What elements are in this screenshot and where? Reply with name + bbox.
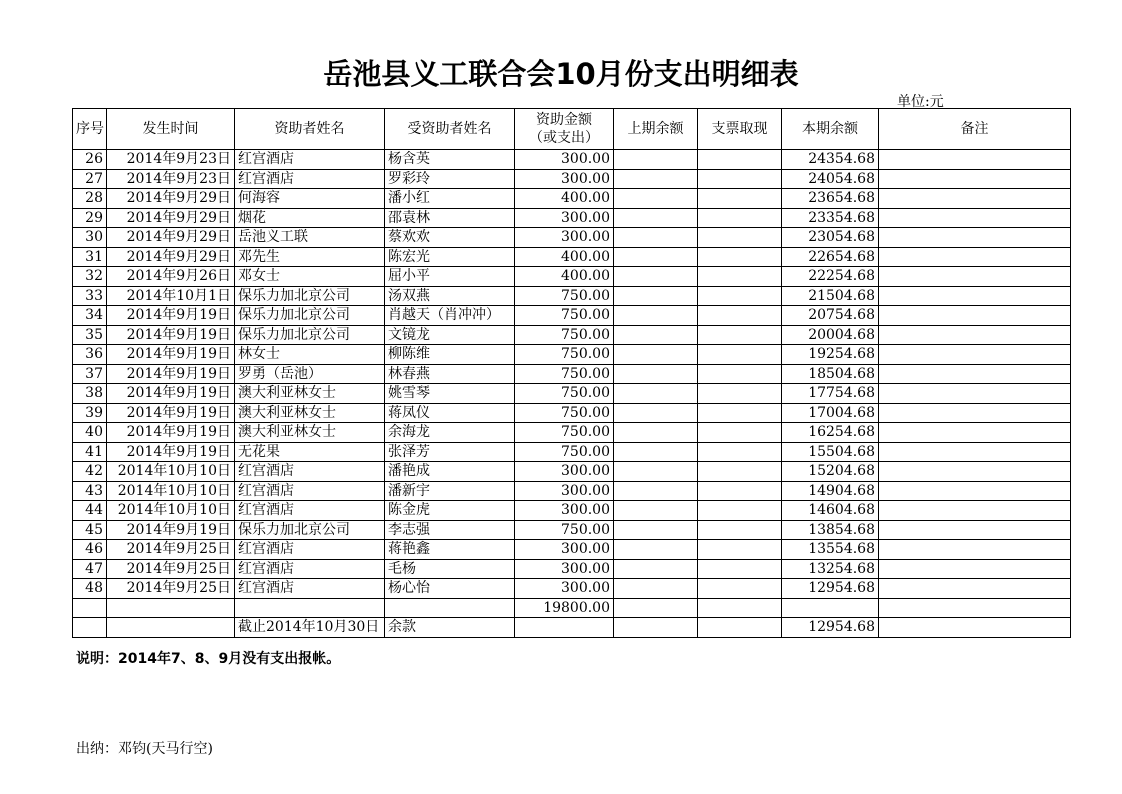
cell-recipient: 柳陈维 [385,345,515,365]
cell-check-withdraw [698,442,782,462]
cell-donor: 保乐力加北京公司 [235,286,385,306]
cell-remark [879,325,1071,345]
header-date: 发生时间 [107,109,235,150]
expense-table [72,108,1071,638]
table-row [73,306,1071,326]
cell-empty [698,618,782,638]
cell-recipient: 杨含英 [385,150,515,170]
cell-amount: 400.00 [515,267,614,287]
cell-balance: 14904.68 [782,481,879,501]
header-amount-line2: （或支出） [529,130,599,146]
cell-recipient: 陈金虎 [385,501,515,521]
cell-recipient: 文镜龙 [385,325,515,345]
cell-recipient: 潘艳成 [385,462,515,482]
cell-amount: 750.00 [515,442,614,462]
cell-date: 2014年10月1日 [107,286,235,306]
cell-donor: 保乐力加北京公司 [235,306,385,326]
cell-donor: 红宫酒店 [235,540,385,560]
cell-remark [879,520,1071,540]
cell-check-withdraw [698,208,782,228]
cell-amount: 300.00 [515,150,614,170]
cell-donor: 何海容 [235,189,385,209]
table-row [73,228,1071,248]
cell-prev-balance [614,306,698,326]
cell-prev-balance [614,267,698,287]
cell-balance: 15204.68 [782,462,879,482]
cell-check-withdraw [698,559,782,579]
table-row [73,384,1071,404]
cell-check-withdraw [698,189,782,209]
cell-amount: 750.00 [515,306,614,326]
cell-idx: 45 [73,520,107,540]
cell-date: 2014年9月23日 [107,150,235,170]
cell-prev-balance [614,345,698,365]
cell-balance: 22654.68 [782,247,879,267]
cell-check-withdraw [698,403,782,423]
table-row [73,423,1071,443]
cell-remark [879,228,1071,248]
cell-date: 2014年9月29日 [107,228,235,248]
table-row [73,481,1071,501]
table-row [73,540,1071,560]
cell-date: 2014年9月26日 [107,267,235,287]
cell-remark [879,286,1071,306]
cell-amount: 300.00 [515,501,614,521]
cell-date: 2014年9月29日 [107,208,235,228]
header-row [73,109,1071,150]
cell-empty [879,598,1071,618]
cell-date: 2014年9月25日 [107,540,235,560]
cell-idx: 48 [73,579,107,599]
cell-prev-balance [614,540,698,560]
cell-date: 2014年9月19日 [107,520,235,540]
cell-amount: 750.00 [515,364,614,384]
cell-balance: 19254.68 [782,345,879,365]
cell-amount: 300.00 [515,462,614,482]
cell-prev-balance [614,228,698,248]
cell-recipient: 杨心怡 [385,579,515,599]
cell-check-withdraw [698,364,782,384]
cell-idx: 31 [73,247,107,267]
cell-amount: 300.00 [515,208,614,228]
table-row [73,267,1071,287]
table-row [73,559,1071,579]
cell-recipient: 蔡欢欢 [385,228,515,248]
cell-prev-balance [614,481,698,501]
cell-empty [107,618,235,638]
cell-empty [73,598,107,618]
cell-idx: 39 [73,403,107,423]
table-row [73,286,1071,306]
cell-prev-balance [614,384,698,404]
cell-prev-balance [614,442,698,462]
cell-donor: 澳大利亚林女士 [235,403,385,423]
cell-donor: 红宫酒店 [235,579,385,599]
cell-date: 2014年9月25日 [107,559,235,579]
table-row [73,208,1071,228]
cell-check-withdraw [698,306,782,326]
cell-check-withdraw [698,267,782,287]
cell-remark [879,189,1071,209]
cell-check-withdraw [698,345,782,365]
cell-date: 2014年9月19日 [107,345,235,365]
cell-remark [879,540,1071,560]
cell-recipient: 姚雪琴 [385,384,515,404]
cell-amount: 750.00 [515,384,614,404]
cell-remark [879,442,1071,462]
cell-balance: 15504.68 [782,442,879,462]
cell-donor: 红宫酒店 [235,150,385,170]
cell-idx: 28 [73,189,107,209]
cell-amount: 300.00 [515,228,614,248]
cell-check-withdraw [698,462,782,482]
cell-prev-balance [614,364,698,384]
cell-balance: 22254.68 [782,267,879,287]
cell-recipient: 毛杨 [385,559,515,579]
cell-date: 2014年9月29日 [107,247,235,267]
header-amount-line1: 资助金额 [536,112,592,128]
cell-balance: 24054.68 [782,169,879,189]
cell-donor: 邓先生 [235,247,385,267]
cell-check-withdraw [698,228,782,248]
cell-recipient: 肖越天（肖冲冲） [385,306,515,326]
cell-recipient: 蒋凤仪 [385,403,515,423]
cell-balance: 20754.68 [782,306,879,326]
cell-recipient: 蒋艳鑫 [385,540,515,560]
cell-remark [879,364,1071,384]
cell-prev-balance [614,189,698,209]
cell-check-withdraw [698,423,782,443]
cell-check-withdraw [698,579,782,599]
cell-idx: 44 [73,501,107,521]
cell-balance: 17004.68 [782,403,879,423]
table-row [73,150,1071,170]
cell-donor: 无花果 [235,442,385,462]
cell-remark [879,306,1071,326]
cell-amount: 750.00 [515,345,614,365]
cell-prev-balance [614,208,698,228]
header-recipient: 受资助者姓名 [385,109,515,150]
cell-remark [879,423,1071,443]
header-remark: 备注 [879,109,1071,150]
cell-donor: 罗勇（岳池） [235,364,385,384]
header-prev-balance: 上期余额 [614,109,698,150]
cell-balance: 24354.68 [782,150,879,170]
cell-balance: 12954.68 [782,579,879,599]
cell-balance: 20004.68 [782,325,879,345]
table-row [73,442,1071,462]
cell-amount: 750.00 [515,403,614,423]
cell-recipient: 余海龙 [385,423,515,443]
cell-recipient: 林春燕 [385,364,515,384]
cell-amount: 750.00 [515,286,614,306]
cell-idx: 40 [73,423,107,443]
cell-donor: 保乐力加北京公司 [235,520,385,540]
cell-balance: 23654.68 [782,189,879,209]
cell-amount: 750.00 [515,325,614,345]
cell-check-withdraw [698,286,782,306]
cell-recipient: 邵袁林 [385,208,515,228]
cell-donor: 红宫酒店 [235,501,385,521]
cell-recipient: 陈宏光 [385,247,515,267]
cell-balance: 17754.68 [782,384,879,404]
cell-date: 2014年10月10日 [107,501,235,521]
cell-remark [879,462,1071,482]
cell-donor: 烟花 [235,208,385,228]
cell-date: 2014年9月25日 [107,579,235,599]
cell-date: 2014年9月19日 [107,403,235,423]
cell-balance: 13254.68 [782,559,879,579]
cell-donor: 林女士 [235,345,385,365]
table-row [73,345,1071,365]
cell-idx: 30 [73,228,107,248]
header-check-withdraw: 支票取现 [698,109,782,150]
cell-date: 2014年9月19日 [107,423,235,443]
cell-balance: 14604.68 [782,501,879,521]
cell-prev-balance [614,520,698,540]
cell-balance: 21504.68 [782,286,879,306]
cell-recipient: 张泽芳 [385,442,515,462]
header-idx: 序号 [73,109,107,150]
cell-idx: 43 [73,481,107,501]
cell-prev-balance [614,462,698,482]
cell-amount: 400.00 [515,189,614,209]
cell-remark [879,579,1071,599]
cell-balance: 23354.68 [782,208,879,228]
cell-balance: 13854.68 [782,520,879,540]
cell-idx: 38 [73,384,107,404]
cell-check-withdraw [698,150,782,170]
cell-remark [879,481,1071,501]
total-amount: 19800.00 [515,598,614,618]
cell-remark [879,267,1071,287]
cell-prev-balance [614,286,698,306]
footnote: 说明：2014年7、8、9月没有支出报帐。 [76,651,341,667]
unit-label: 单位:元 [897,94,944,110]
cell-amount: 300.00 [515,559,614,579]
cell-empty [698,598,782,618]
cell-idx: 35 [73,325,107,345]
table-row [73,579,1071,599]
cell-idx: 36 [73,345,107,365]
cell-idx: 27 [73,169,107,189]
total-row [73,598,1071,618]
table-row [73,169,1071,189]
table-row [73,364,1071,384]
table-row [73,325,1071,345]
cell-prev-balance [614,501,698,521]
cell-recipient: 潘新宇 [385,481,515,501]
cell-donor: 红宫酒店 [235,169,385,189]
cell-prev-balance [614,403,698,423]
cell-empty [107,598,235,618]
cell-remark [879,403,1071,423]
cell-date: 2014年9月19日 [107,442,235,462]
cell-donor: 邓女士 [235,267,385,287]
cell-idx: 37 [73,364,107,384]
cell-recipient: 李志强 [385,520,515,540]
cell-check-withdraw [698,247,782,267]
header-amount [515,109,614,150]
cell-balance: 16254.68 [782,423,879,443]
table-row [73,247,1071,267]
cell-recipient: 潘小红 [385,189,515,209]
cell-check-withdraw [698,540,782,560]
cell-donor: 保乐力加北京公司 [235,325,385,345]
cell-empty [614,598,698,618]
page-title: 岳池县义工联合会10月份支出明细表 [323,57,799,91]
cell-balance: 23054.68 [782,228,879,248]
cell-prev-balance [614,559,698,579]
cell-idx: 26 [73,150,107,170]
cell-amount: 300.00 [515,540,614,560]
closing-row [73,618,1071,638]
closing-label2: 余款 [385,618,515,638]
cell-donor: 红宫酒店 [235,462,385,482]
cell-amount: 300.00 [515,579,614,599]
cell-recipient: 汤双燕 [385,286,515,306]
cell-recipient: 屈小平 [385,267,515,287]
cell-prev-balance [614,579,698,599]
cell-check-withdraw [698,481,782,501]
cell-empty [235,598,385,618]
cell-amount: 400.00 [515,247,614,267]
table-row [73,403,1071,423]
cell-date: 2014年9月19日 [107,325,235,345]
closing-balance: 12954.68 [782,618,879,638]
table-row [73,462,1071,482]
table-body [73,150,1071,638]
cell-empty [614,618,698,638]
cell-remark [879,150,1071,170]
cell-remark [879,169,1071,189]
cell-remark [879,345,1071,365]
cell-empty [879,618,1071,638]
cell-idx: 34 [73,306,107,326]
cell-date: 2014年9月19日 [107,384,235,404]
cell-check-withdraw [698,325,782,345]
cell-idx: 41 [73,442,107,462]
cell-date: 2014年9月23日 [107,169,235,189]
cell-remark [879,384,1071,404]
cell-date: 2014年10月10日 [107,481,235,501]
cell-donor: 红宫酒店 [235,481,385,501]
cell-prev-balance [614,423,698,443]
cell-recipient: 罗彩玲 [385,169,515,189]
cell-prev-balance [614,247,698,267]
table-row [73,520,1071,540]
cell-idx: 46 [73,540,107,560]
cell-amount: 750.00 [515,423,614,443]
cell-remark [879,501,1071,521]
header-balance: 本期余额 [782,109,879,150]
header-donor: 资助者姓名 [235,109,385,150]
cell-donor: 红宫酒店 [235,559,385,579]
cell-prev-balance [614,169,698,189]
cashier-signature: 出纳：邓钧(天马行空) [76,741,213,757]
cell-date: 2014年9月19日 [107,364,235,384]
cell-date: 2014年10月10日 [107,462,235,482]
cell-amount: 300.00 [515,481,614,501]
cell-donor: 澳大利亚林女士 [235,384,385,404]
cell-idx: 29 [73,208,107,228]
cell-empty [515,618,614,638]
cell-balance: 18504.68 [782,364,879,384]
cell-date: 2014年9月19日 [107,306,235,326]
cell-remark [879,559,1071,579]
cell-prev-balance [614,325,698,345]
cell-empty [385,598,515,618]
cell-empty [782,598,879,618]
table-row [73,501,1071,521]
cell-idx: 42 [73,462,107,482]
cell-prev-balance [614,150,698,170]
cell-check-withdraw [698,169,782,189]
cell-balance: 13554.68 [782,540,879,560]
cell-check-withdraw [698,501,782,521]
cell-check-withdraw [698,520,782,540]
cell-remark [879,208,1071,228]
table-row [73,189,1071,209]
cell-idx: 32 [73,267,107,287]
cell-donor: 澳大利亚林女士 [235,423,385,443]
cell-remark [879,247,1071,267]
closing-label: 截止2014年10月30日 [235,618,385,638]
cell-amount: 750.00 [515,520,614,540]
cell-date: 2014年9月29日 [107,189,235,209]
cell-amount: 300.00 [515,169,614,189]
cell-idx: 33 [73,286,107,306]
cell-empty [73,618,107,638]
cell-check-withdraw [698,384,782,404]
cell-idx: 47 [73,559,107,579]
cell-donor: 岳池义工联 [235,228,385,248]
